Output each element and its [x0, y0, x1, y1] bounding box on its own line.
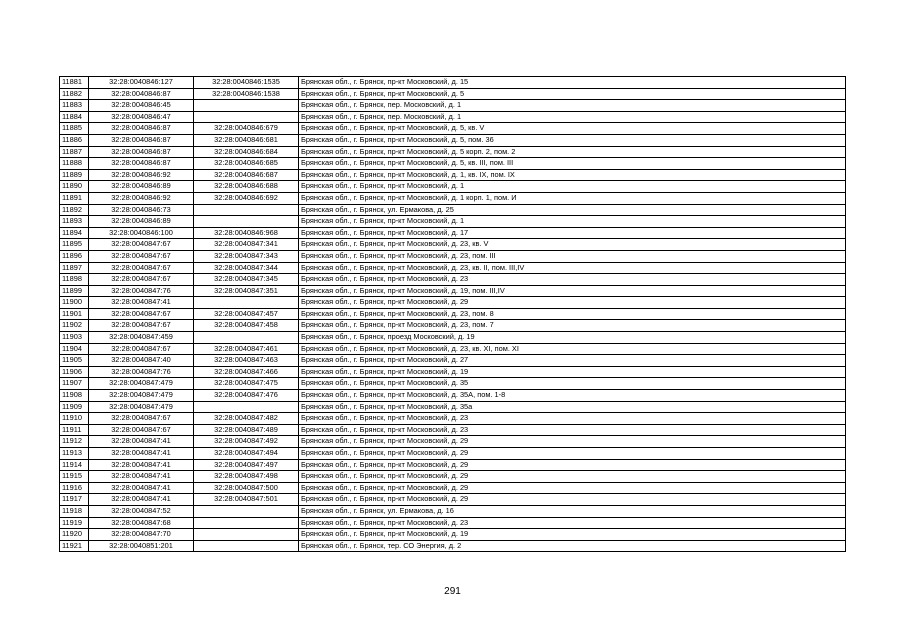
- table-row: [60, 505, 846, 517]
- table-row: [60, 390, 846, 402]
- sub-object-number-cell: [194, 204, 299, 216]
- sub-object-number-cell: 32:28:0040846:685: [194, 158, 299, 170]
- row-number-cell: 11900: [60, 297, 89, 309]
- sub-object-number-cell: 32:28:0040847:341: [194, 239, 299, 251]
- row-number-cell: 11916: [60, 482, 89, 494]
- cadastral-number-cell: 32:28:0040846:87: [89, 88, 194, 100]
- address-cell: Брянская обл., г. Брянск, пр-кт Московский, д. 29: [299, 448, 846, 460]
- cadastral-number-cell: 32:28:0040847:41: [89, 494, 194, 506]
- address-cell: Брянская обл., г. Брянск, пер. Московский, д. 1: [299, 100, 846, 112]
- cadastral-number-cell: 32:28:0040846:87: [89, 146, 194, 158]
- sub-object-number-cell: 32:28:0040847:351: [194, 285, 299, 297]
- cadastral-number-cell: 32:28:0040847:68: [89, 517, 194, 529]
- table-row: [60, 181, 846, 193]
- cadastral-number-cell: 32:28:0040847:67: [89, 320, 194, 332]
- table-row: [60, 366, 846, 378]
- row-number-cell: 11896: [60, 250, 89, 262]
- cadastral-number-cell: 32:28:0040847:67: [89, 424, 194, 436]
- address-cell: Брянская обл., г. Брянск, пр-кт Московский, д. 23: [299, 424, 846, 436]
- row-number-cell: 11885: [60, 123, 89, 135]
- cadastral-number-cell: 32:28:0040847:41: [89, 448, 194, 460]
- row-number-cell: 11887: [60, 146, 89, 158]
- cadastral-number-cell: 32:28:0040851:201: [89, 540, 194, 552]
- address-cell: Брянская обл., г. Брянск, ул. Ермакова, д. 16: [299, 505, 846, 517]
- address-cell: Брянская обл., г. Брянск, пр-кт Московский, д. 35А, пом. 1-8: [299, 390, 846, 402]
- table-row: [60, 100, 846, 112]
- sub-object-number-cell: 32:28:0040847:492: [194, 436, 299, 448]
- sub-object-number-cell: 32:28:0040846:692: [194, 192, 299, 204]
- page-number: 291: [444, 586, 461, 597]
- row-number-cell: 11886: [60, 134, 89, 146]
- sub-object-number-cell: 32:28:0040847:500: [194, 482, 299, 494]
- table-row: [60, 274, 846, 286]
- sub-object-number-cell: 32:28:0040847:482: [194, 413, 299, 425]
- sub-object-number-cell: 32:28:0040846:688: [194, 181, 299, 193]
- address-cell: Брянская обл., г. Брянск, ул. Ермакова, д. 25: [299, 204, 846, 216]
- table-row: [60, 308, 846, 320]
- table-row: [60, 239, 846, 251]
- cadastral-number-cell: 32:28:0040847:70: [89, 529, 194, 541]
- sub-object-number-cell: 32:28:0040847:489: [194, 424, 299, 436]
- row-number-cell: 11910: [60, 413, 89, 425]
- row-number-cell: 11883: [60, 100, 89, 112]
- row-number-cell: 11882: [60, 88, 89, 100]
- row-number-cell: 11899: [60, 285, 89, 297]
- cadastral-number-cell: 32:28:0040847:40: [89, 355, 194, 367]
- sub-object-number-cell: [194, 529, 299, 541]
- address-cell: Брянская обл., г. Брянск, пр-кт Московский, д. 5: [299, 88, 846, 100]
- sub-object-number-cell: [194, 111, 299, 123]
- cadastral-number-cell: 32:28:0040847:41: [89, 297, 194, 309]
- row-number-cell: 11904: [60, 343, 89, 355]
- table-row: [60, 459, 846, 471]
- table-row: [60, 297, 846, 309]
- sub-object-number-cell: [194, 100, 299, 112]
- row-number-cell: 11908: [60, 390, 89, 402]
- table-row: [60, 436, 846, 448]
- cadastral-number-cell: 32:28:0040847:479: [89, 401, 194, 413]
- address-cell: Брянская обл., г. Брянск, пр-кт Московский, д. 35а: [299, 401, 846, 413]
- row-number-cell: 11905: [60, 355, 89, 367]
- cadastral-number-cell: 32:28:0040847:67: [89, 262, 194, 274]
- address-cell: Брянская обл., г. Брянск, пр-кт Московский, д. 35: [299, 378, 846, 390]
- address-cell: Брянская обл., г. Брянск, пр-кт Московский, д. 5, пом. 36: [299, 134, 846, 146]
- address-cell: Брянская обл., г. Брянск, тер. СО Энергия, д. 2: [299, 540, 846, 552]
- sub-object-number-cell: 32:28:0040847:345: [194, 274, 299, 286]
- row-number-cell: 11894: [60, 227, 89, 239]
- cadastral-number-cell: 32:28:0040846:127: [89, 77, 194, 89]
- cadastral-number-cell: 32:28:0040846:100: [89, 227, 194, 239]
- table-row: [60, 378, 846, 390]
- table-row: [60, 123, 846, 135]
- address-cell: Брянская обл., г. Брянск, пр-кт Московский, д. 5, кв. V: [299, 123, 846, 135]
- row-number-cell: 11912: [60, 436, 89, 448]
- address-cell: Брянская обл., г. Брянск, пр-кт Московский, д. 29: [299, 459, 846, 471]
- row-number-cell: 11893: [60, 216, 89, 228]
- address-cell: Брянская обл., г. Брянск, пр-кт Московский, д. 17: [299, 227, 846, 239]
- table-row: [60, 158, 846, 170]
- table-row: [60, 401, 846, 413]
- sub-object-number-cell: [194, 401, 299, 413]
- row-number-cell: 11881: [60, 77, 89, 89]
- table-row: [60, 192, 846, 204]
- table-row: [60, 216, 846, 228]
- sub-object-number-cell: 32:28:0040847:498: [194, 471, 299, 483]
- sub-object-number-cell: 32:28:0040846:968: [194, 227, 299, 239]
- row-number-cell: 11907: [60, 378, 89, 390]
- row-number-cell: 11919: [60, 517, 89, 529]
- cadastral-number-cell: 32:28:0040847:41: [89, 459, 194, 471]
- table-row: [60, 517, 846, 529]
- address-cell: Брянская обл., г. Брянск, пр-кт Московский, д. 5 корп. 2, пом. 2: [299, 146, 846, 158]
- sub-object-number-cell: [194, 517, 299, 529]
- row-number-cell: 11913: [60, 448, 89, 460]
- registry-table-body: [60, 77, 846, 552]
- address-cell: Брянская обл., г. Брянск, пр-кт Московский, д. 29: [299, 297, 846, 309]
- address-cell: Брянская обл., г. Брянск, пр-кт Московский, д. 5, кв. III, пом. III: [299, 158, 846, 170]
- cadastral-number-cell: 32:28:0040847:67: [89, 308, 194, 320]
- table-row: [60, 88, 846, 100]
- address-cell: Брянская обл., г. Брянск, пер. Московский, д. 1: [299, 111, 846, 123]
- table-row: [60, 494, 846, 506]
- address-cell: Брянская обл., г. Брянск, пр-кт Московский, д. 1: [299, 216, 846, 228]
- sub-object-number-cell: 32:28:0040847:475: [194, 378, 299, 390]
- address-cell: Брянская обл., г. Брянск, пр-кт Московский, д. 1 корп. 1, пом. И: [299, 192, 846, 204]
- address-cell: Брянская обл., г. Брянск, пр-кт Московский, д. 19: [299, 529, 846, 541]
- cadastral-number-cell: 32:28:0040846:92: [89, 169, 194, 181]
- address-cell: Брянская обл., г. Брянск, пр-кт Московский, д. 23: [299, 517, 846, 529]
- table-row: [60, 471, 846, 483]
- sub-object-number-cell: 32:28:0040847:343: [194, 250, 299, 262]
- cadastral-number-cell: 32:28:0040847:459: [89, 332, 194, 344]
- sub-object-number-cell: 32:28:0040846:684: [194, 146, 299, 158]
- row-number-cell: 11892: [60, 204, 89, 216]
- table-row: [60, 320, 846, 332]
- sub-object-number-cell: 32:28:0040846:1538: [194, 88, 299, 100]
- cadastral-number-cell: 32:28:0040847:41: [89, 436, 194, 448]
- address-cell: Брянская обл., г. Брянск, пр-кт Московский, д. 19, пом. III,IV: [299, 285, 846, 297]
- sub-object-number-cell: 32:28:0040846:687: [194, 169, 299, 181]
- cadastral-number-cell: 32:28:0040846:89: [89, 216, 194, 228]
- table-row: [60, 146, 846, 158]
- row-number-cell: 11915: [60, 471, 89, 483]
- address-cell: Брянская обл., г. Брянск, проезд Московский, д. 19: [299, 332, 846, 344]
- cadastral-number-cell: 32:28:0040846:87: [89, 134, 194, 146]
- address-cell: Брянская обл., г. Брянск, пр-кт Московский, д. 27: [299, 355, 846, 367]
- row-number-cell: 11897: [60, 262, 89, 274]
- row-number-cell: 11898: [60, 274, 89, 286]
- table-row: [60, 540, 846, 552]
- sub-object-number-cell: 32:28:0040847:457: [194, 308, 299, 320]
- address-cell: Брянская обл., г. Брянск, пр-кт Московский, д. 23, кв. XI, пом. XI: [299, 343, 846, 355]
- sub-object-number-cell: 32:28:0040846:1535: [194, 77, 299, 89]
- table-row: [60, 355, 846, 367]
- row-number-cell: 11902: [60, 320, 89, 332]
- table-row: [60, 262, 846, 274]
- cadastral-number-cell: 32:28:0040847:41: [89, 471, 194, 483]
- address-cell: Брянская обл., г. Брянск, пр-кт Московский, д. 23, пом. 7: [299, 320, 846, 332]
- sub-object-number-cell: 32:28:0040847:497: [194, 459, 299, 471]
- cadastral-number-cell: 32:28:0040846:87: [89, 158, 194, 170]
- cadastral-number-cell: 32:28:0040846:87: [89, 123, 194, 135]
- row-number-cell: 11889: [60, 169, 89, 181]
- sub-object-number-cell: [194, 216, 299, 228]
- address-cell: Брянская обл., г. Брянск, пр-кт Московский, д. 29: [299, 471, 846, 483]
- sub-object-number-cell: 32:28:0040846:679: [194, 123, 299, 135]
- cadastral-number-cell: 32:28:0040847:67: [89, 343, 194, 355]
- table-row: [60, 250, 846, 262]
- cadastral-number-cell: 32:28:0040847:67: [89, 413, 194, 425]
- row-number-cell: 11911: [60, 424, 89, 436]
- table-row: [60, 285, 846, 297]
- address-cell: Брянская обл., г. Брянск, пр-кт Московский, д. 23, кв. V: [299, 239, 846, 251]
- cadastral-number-cell: 32:28:0040846:73: [89, 204, 194, 216]
- table-row: [60, 424, 846, 436]
- registry-table: [59, 76, 846, 552]
- row-number-cell: 11918: [60, 505, 89, 517]
- sub-object-number-cell: 32:28:0040847:466: [194, 366, 299, 378]
- cadastral-number-cell: 32:28:0040847:479: [89, 378, 194, 390]
- cadastral-number-cell: 32:28:0040847:67: [89, 274, 194, 286]
- sub-object-number-cell: 32:28:0040846:681: [194, 134, 299, 146]
- cadastral-number-cell: 32:28:0040846:45: [89, 100, 194, 112]
- table-row: [60, 204, 846, 216]
- address-cell: Брянская обл., г. Брянск, пр-кт Московский, д. 1, кв. IX, пом. IX: [299, 169, 846, 181]
- row-number-cell: 11917: [60, 494, 89, 506]
- row-number-cell: 11909: [60, 401, 89, 413]
- address-cell: Брянская обл., г. Брянск, пр-кт Московский, д. 29: [299, 482, 846, 494]
- table-row: [60, 529, 846, 541]
- address-cell: Брянская обл., г. Брянск, пр-кт Московский, д. 23, пом. 8: [299, 308, 846, 320]
- address-cell: Брянская обл., г. Брянск, пр-кт Московский, д. 19: [299, 366, 846, 378]
- row-number-cell: 11884: [60, 111, 89, 123]
- row-number-cell: 11914: [60, 459, 89, 471]
- row-number-cell: 11901: [60, 308, 89, 320]
- sub-object-number-cell: [194, 505, 299, 517]
- table-row: [60, 343, 846, 355]
- table-row: [60, 332, 846, 344]
- address-cell: Брянская обл., г. Брянск, пр-кт Московский, д. 29: [299, 436, 846, 448]
- cadastral-number-cell: 32:28:0040847:67: [89, 239, 194, 251]
- row-number-cell: 11920: [60, 529, 89, 541]
- table-row: [60, 482, 846, 494]
- cadastral-number-cell: 32:28:0040847:76: [89, 285, 194, 297]
- row-number-cell: 11891: [60, 192, 89, 204]
- sub-object-number-cell: 32:28:0040847:494: [194, 448, 299, 460]
- table-row: [60, 227, 846, 239]
- address-cell: Брянская обл., г. Брянск, пр-кт Московский, д. 23, пом. III: [299, 250, 846, 262]
- sub-object-number-cell: 32:28:0040847:463: [194, 355, 299, 367]
- sub-object-number-cell: 32:28:0040847:458: [194, 320, 299, 332]
- sub-object-number-cell: 32:28:0040847:476: [194, 390, 299, 402]
- sub-object-number-cell: 32:28:0040847:461: [194, 343, 299, 355]
- sub-object-number-cell: 32:28:0040847:344: [194, 262, 299, 274]
- cadastral-number-cell: 32:28:0040847:67: [89, 250, 194, 262]
- row-number-cell: 11921: [60, 540, 89, 552]
- cadastral-number-cell: 32:28:0040847:41: [89, 482, 194, 494]
- row-number-cell: 11890: [60, 181, 89, 193]
- cadastral-number-cell: 32:28:0040846:47: [89, 111, 194, 123]
- row-number-cell: 11906: [60, 366, 89, 378]
- address-cell: Брянская обл., г. Брянск, пр-кт Московский, д. 23: [299, 274, 846, 286]
- table-row: [60, 413, 846, 425]
- cadastral-number-cell: 32:28:0040846:92: [89, 192, 194, 204]
- row-number-cell: 11903: [60, 332, 89, 344]
- address-cell: Брянская обл., г. Брянск, пр-кт Московский, д. 23, кв. II, пом. III,IV: [299, 262, 846, 274]
- address-cell: Брянская обл., г. Брянск, пр-кт Московский, д. 23: [299, 413, 846, 425]
- address-cell: Брянская обл., г. Брянск, пр-кт Московский, д. 15: [299, 77, 846, 89]
- sub-object-number-cell: 32:28:0040847:501: [194, 494, 299, 506]
- table-row: [60, 77, 846, 89]
- table-row: [60, 448, 846, 460]
- row-number-cell: 11888: [60, 158, 89, 170]
- cadastral-number-cell: 32:28:0040846:89: [89, 181, 194, 193]
- table-row: [60, 134, 846, 146]
- address-cell: Брянская обл., г. Брянск, пр-кт Московский, д. 29: [299, 494, 846, 506]
- sub-object-number-cell: [194, 540, 299, 552]
- sub-object-number-cell: [194, 332, 299, 344]
- cadastral-number-cell: 32:28:0040847:479: [89, 390, 194, 402]
- cadastral-number-cell: 32:28:0040847:76: [89, 366, 194, 378]
- table-row: [60, 111, 846, 123]
- address-cell: Брянская обл., г. Брянск, пр-кт Московский, д. 1: [299, 181, 846, 193]
- table-row: [60, 169, 846, 181]
- row-number-cell: 11895: [60, 239, 89, 251]
- sub-object-number-cell: [194, 297, 299, 309]
- cadastral-number-cell: 32:28:0040847:52: [89, 505, 194, 517]
